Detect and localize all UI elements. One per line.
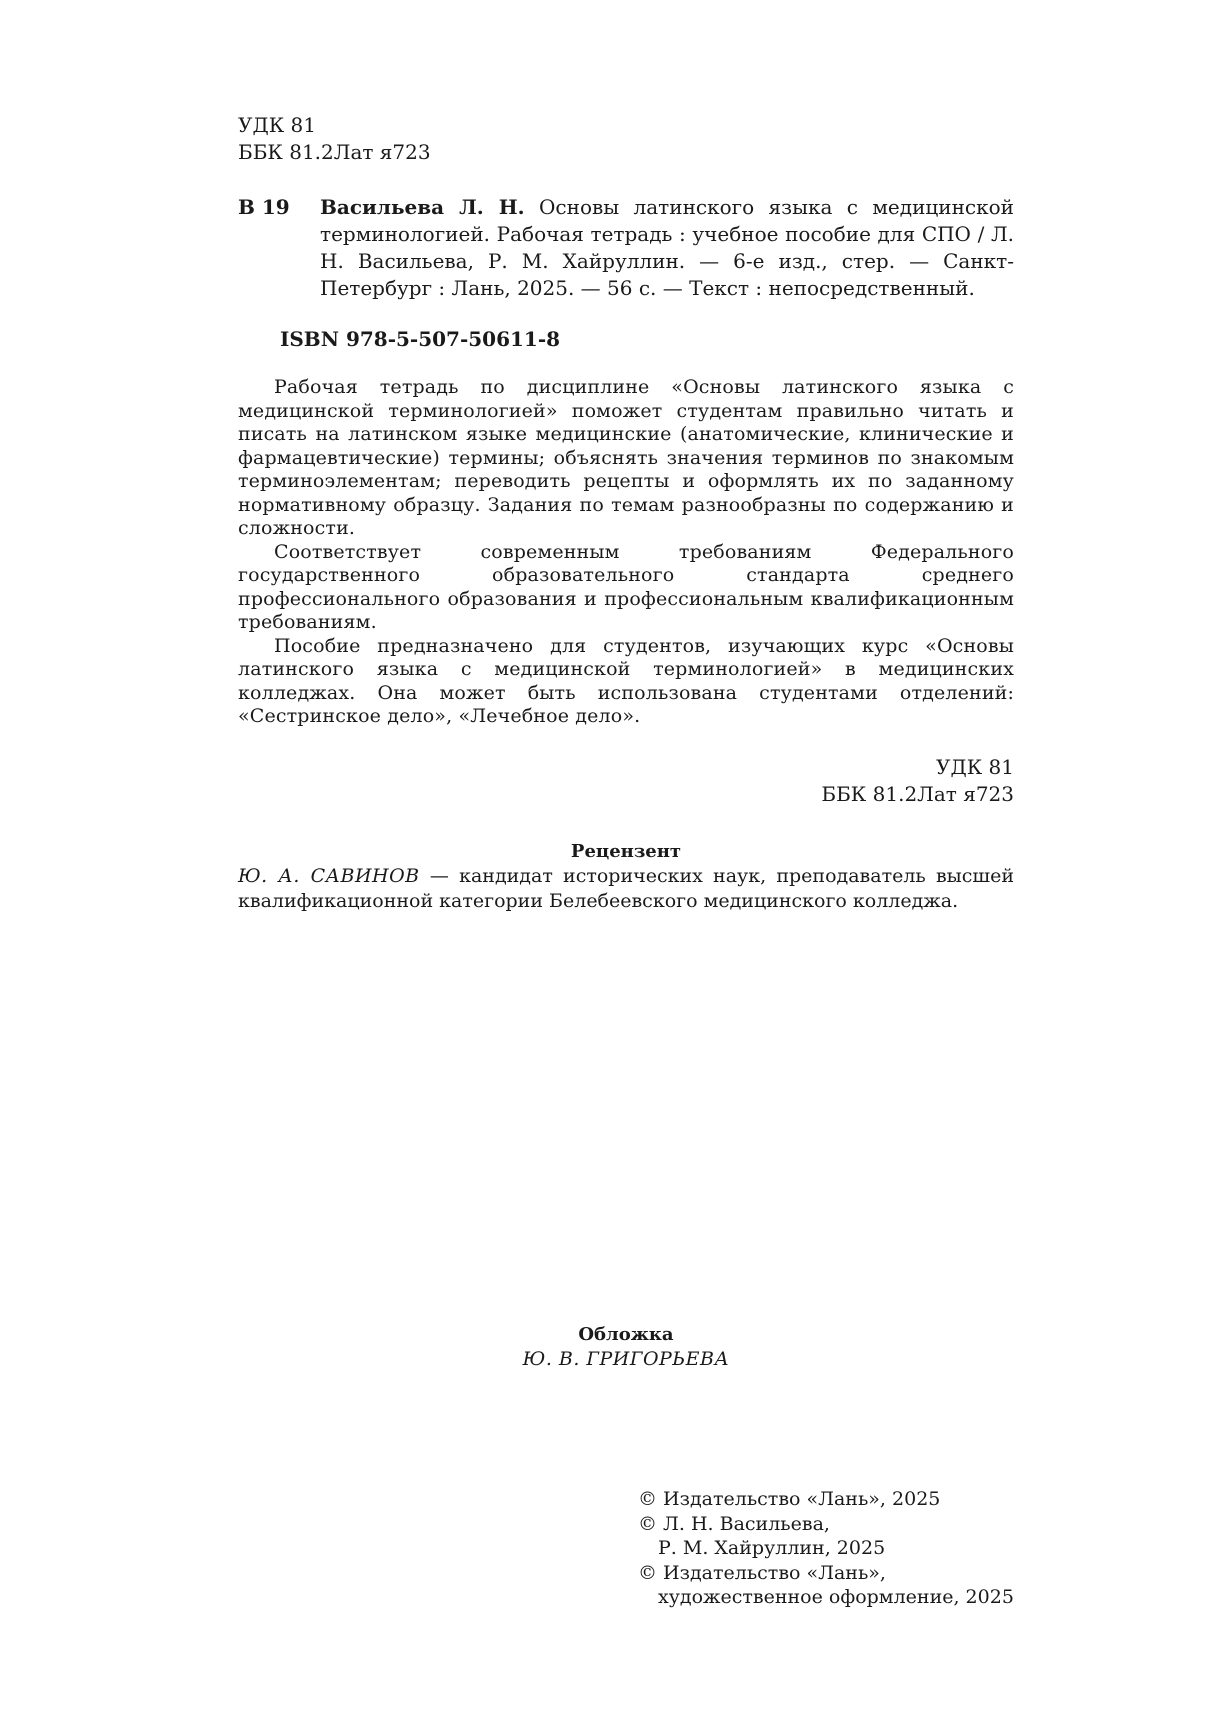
cover-designer-name: Ю. В. ГРИГОРЬЕВА bbox=[522, 1348, 730, 1370]
classification-bottom bbox=[238, 754, 1014, 808]
isbn: ISBN 978-5-507-50611-8 bbox=[280, 327, 561, 351]
reviewer-block bbox=[238, 840, 1014, 914]
cover-block bbox=[238, 1323, 1014, 1372]
copyright-line: Р. М. Хайруллин, 2025 bbox=[658, 1537, 886, 1559]
copyright-line: © Л. Н. Васильева, bbox=[638, 1512, 830, 1535]
copyright-line: © Издательство «Лань», bbox=[638, 1561, 886, 1584]
reviewer-name: Ю. А. САВИНОВ bbox=[238, 864, 420, 887]
annotation-paragraph: Соответствует современным требованиям Федерального государственного образовательного стандарта среднего профессионального образования и профессиональным квалификационным требованиям. bbox=[238, 540, 1014, 633]
classification-top bbox=[238, 112, 1014, 166]
author-mark: В 19 bbox=[238, 195, 290, 219]
author-name: Васильева Л. Н. bbox=[320, 195, 525, 219]
udc-code: УДК 81 bbox=[936, 754, 1014, 779]
reviewer-label: Рецензент bbox=[570, 840, 682, 862]
copyright-line: © Издательство «Лань», 2025 bbox=[638, 1488, 941, 1510]
bbk-code: ББК 81.2Лат я723 bbox=[238, 140, 431, 164]
reviewer-description: — кандидат исторических наук, преподаватель высшей квалификационной категории Белебеевского медицинского колледжа. bbox=[238, 864, 1014, 912]
annotation-paragraph: Рабочая тетрадь по дисциплине «Основы латинского языка с медицинской терминологией» поможет студентам правильно читать и писать на латинском языке медицинские (анатомические, клинические и фармацевтические) термины; объяснять значения терминов по знакомым терминоэлементам; переводить рецепты и оформлять их по заданному нормативному образцу. Задания по темам разнообразны по содержанию и сложности. bbox=[238, 376, 1014, 539]
imprint-page bbox=[238, 112, 1014, 914]
annotation bbox=[238, 376, 1014, 729]
bibliographic-description bbox=[320, 194, 1014, 302]
udc-code: УДК 81 bbox=[238, 113, 316, 137]
copyright-line: художественное оформление, 2025 bbox=[658, 1586, 1014, 1608]
cover-label: Обложка bbox=[578, 1324, 674, 1345]
book-description: Основы латинского языка с медицинской терминологией. Рабочая тетрадь : учебное пособие для СПО / Л. Н. Васильева, Р. М. Хайруллин. — 6-е изд., стер. — Санкт-Петербург : Лань, 2025. — 56 с. — Текст : непосредственный. bbox=[320, 195, 1015, 300]
bibliographic-entry bbox=[238, 194, 1014, 302]
bbk-code: ББК 81.2Лат я723 bbox=[821, 781, 1014, 806]
annotation-paragraph: Пособие предназначено для студентов, изучающих курс «Основы латинского языка с медицинской терминологией» в медицинских колледжах. Она может быть использована студентами отделений: «Сестринское дело», «Лечебное дело». bbox=[238, 634, 1014, 727]
reviewer-text bbox=[238, 864, 1014, 914]
copyright-block bbox=[638, 1487, 1018, 1610]
